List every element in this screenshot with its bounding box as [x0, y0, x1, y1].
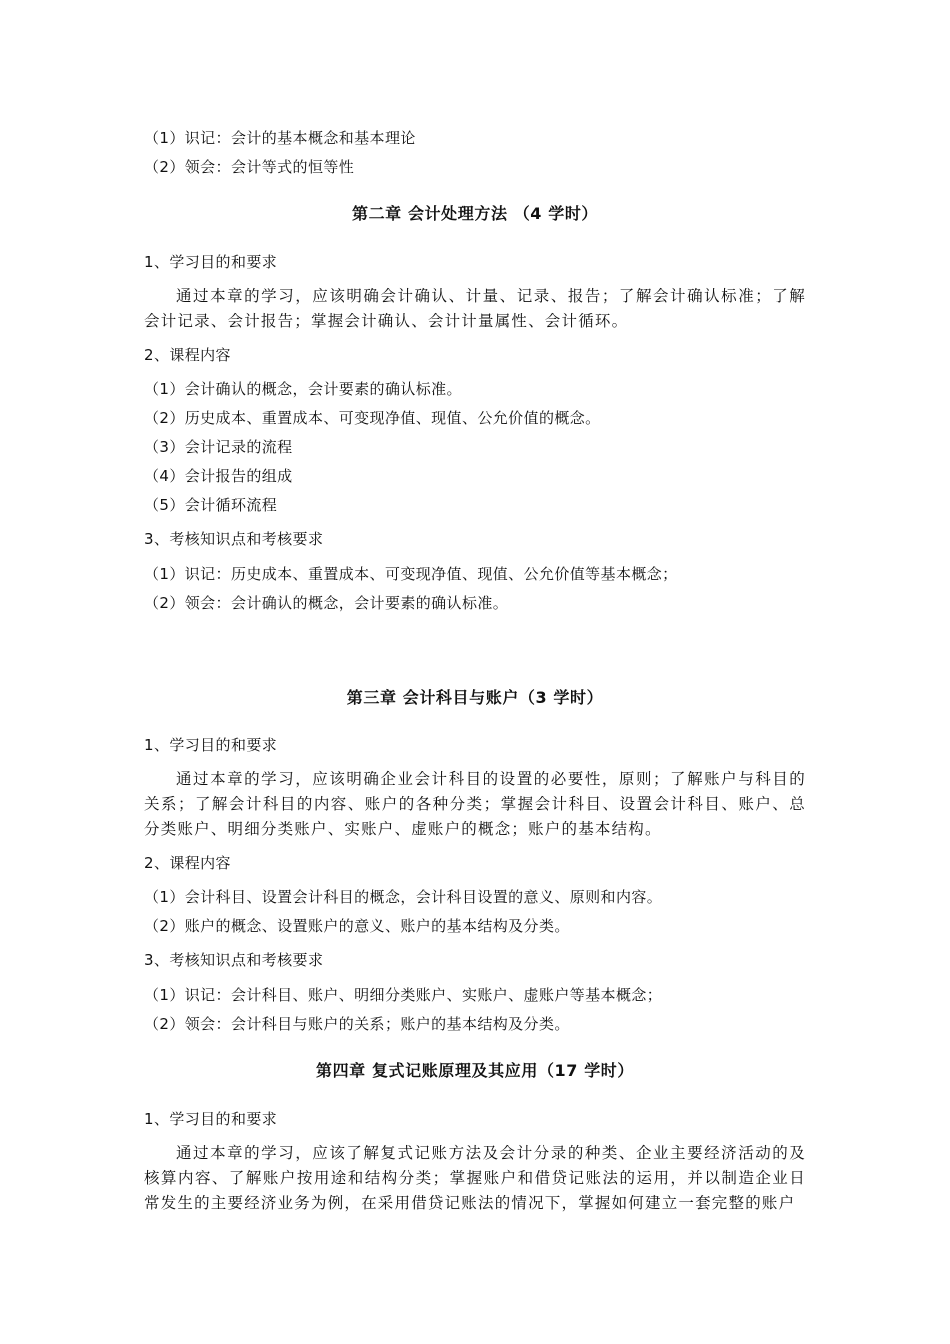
chapter-3-section-1: 1、学习目的和要求 — [144, 736, 278, 754]
chapter-3-assess-1: （1）识记：会计科目、账户、明细分类账户、实账户、虚账户等基本概念； — [144, 986, 663, 1004]
chapter-2-assess-2: （2）领会：会计确认的概念，会计要素的确认标准。 — [144, 594, 509, 612]
chapter-2-section-1: 1、学习目的和要求 — [144, 253, 278, 271]
intro-item-1: （1）识记：会计的基本概念和基本理论 — [144, 129, 416, 147]
chapter-3-content-1: （1）会计科目、设置会计科目的概念，会计科目设置的意义、原则和内容。 — [144, 888, 663, 906]
intro-item-2: （2）领会：会计等式的恒等性 — [144, 158, 355, 176]
chapter-3-section-2: 2、课程内容 — [144, 854, 231, 872]
chapter-3-assess-2: （2）领会：会计科目与账户的关系；账户的基本结构及分类。 — [144, 1015, 570, 1033]
chapter-2-assess-1: （1）识记：历史成本、重置成本、可变现净值、现值、公允价值等基本概念； — [144, 565, 678, 583]
chapter-2-content-5: （5）会计循环流程 — [144, 496, 278, 514]
chapter-2-content-1: （1）会计确认的概念，会计要素的确认标准。 — [144, 380, 462, 398]
chapter-3-section-3: 3、考核知识点和考核要求 — [144, 951, 324, 969]
chapter-2-paragraph: 通过本章的学习，应该明确会计确认、计量、记录、报告；了解会计确认标准；了解会计记录、会计报告；掌握会计确认、会计计量属性、会计循环。 — [144, 287, 806, 330]
chapter-2-content-2: （2）历史成本、重置成本、可变现净值、现值、公允价值的概念。 — [144, 409, 601, 427]
chapter-4-title: 第四章 复式记账原理及其应用（17 学时） — [315, 1061, 634, 1080]
chapter-4-paragraph: 通过本章的学习，应该了解复式记账方法及会计分录的种类、企业主要经济活动的及核算内容、了解账户按用途和结构分类；掌握账户和借贷记账法的运用，并以制造企业日常发生的主要经济业务为例，在采用借贷记账法的情况下，掌握如何建立一套完整的账户 — [144, 1144, 806, 1212]
chapter-3-paragraph: 通过本章的学习，应该明确企业会计科目的设置的必要性，原则；了解账户与科目的关系；了解会计科目的内容、账户的各种分类；掌握会计科目、设置会计科目、账户、总分类账户、明细分类账户、实账户、虚账户的概念；账户的基本结构。 — [144, 770, 806, 838]
chapter-2-title: 第二章 会计处理方法 （4 学时） — [351, 204, 599, 223]
chapter-2-section-3: 3、考核知识点和考核要求 — [144, 530, 324, 548]
chapter-2-content-3: （3）会计记录的流程 — [144, 438, 293, 456]
chapter-2-content-4: （4）会计报告的组成 — [144, 467, 293, 485]
chapter-3-content-2: （2）账户的概念、设置账户的意义、账户的基本结构及分类。 — [144, 917, 570, 935]
chapter-3-title: 第三章 会计科目与账户（3 学时） — [346, 688, 604, 707]
chapter-2-section-2: 2、课程内容 — [144, 346, 231, 364]
chapter-4-section-1: 1、学习目的和要求 — [144, 1110, 278, 1128]
